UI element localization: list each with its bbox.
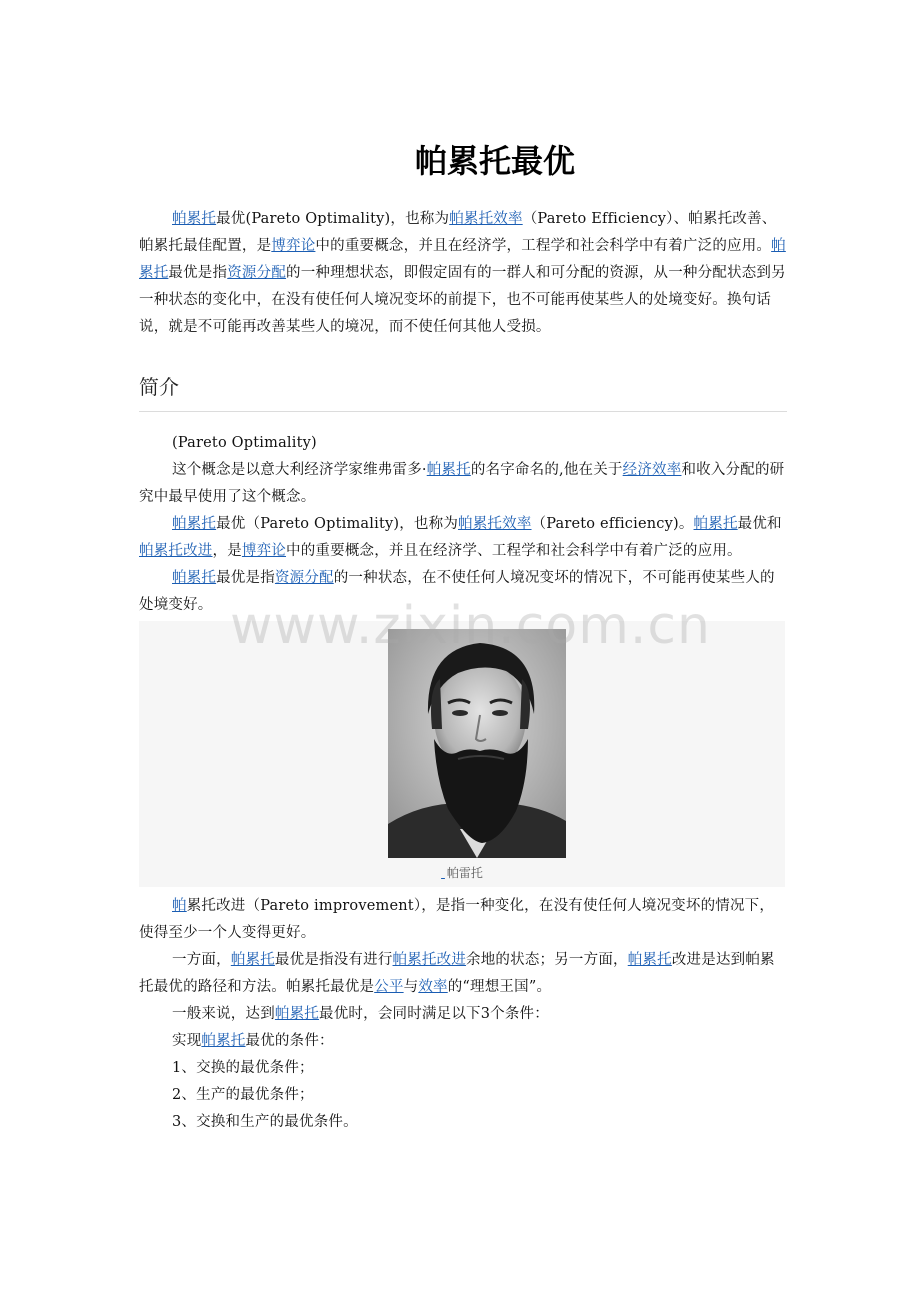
text: 余地的状态；另一方面， [466, 952, 628, 968]
link-pareto[interactable]: 帕累托 [172, 516, 217, 532]
link-efficiency[interactable]: 效率 [418, 979, 448, 995]
paragraph-conditions-heading [139, 1028, 787, 1055]
paragraph-relation [139, 947, 787, 1001]
link-resource-allocation[interactable]: 资源分配 [227, 265, 287, 281]
caption-link-marker[interactable] [441, 866, 445, 880]
link-pareto-improvement[interactable]: 帕累托改进 [392, 952, 467, 968]
link-pareto-efficiency[interactable]: 帕累托效率 [458, 516, 532, 532]
paragraph-state [139, 565, 787, 619]
portrait-figure [139, 621, 785, 887]
link-pareto[interactable]: 帕累托 [172, 570, 217, 586]
text: 一般来说，达到 [172, 1006, 275, 1022]
link-pareto-short[interactable]: 帕 [172, 898, 187, 914]
list-item: 1、交换的最优条件； [172, 1060, 314, 1076]
link-pareto[interactable]: 帕累托 [201, 1033, 246, 1049]
text: 中的重要概念，并且在经济学、工程学和社会科学中有着广泛的应用。 [286, 543, 742, 559]
text: 的名字命名的,他在关于 [470, 462, 623, 478]
link-pareto[interactable]: 帕累托 [693, 516, 738, 532]
text: 最优（Pareto Optimality)，也称为 [216, 516, 459, 532]
text: 与 [403, 979, 419, 995]
document-body [139, 206, 787, 1136]
pareto-portrait-image [388, 629, 566, 858]
page-title: 帕累托最优 [414, 142, 575, 180]
link-pareto[interactable]: 帕累托 [274, 1006, 320, 1022]
link-game-theory[interactable]: 博弈论 [241, 543, 287, 559]
intro-paragraph [139, 206, 787, 341]
watermark: www.zixin.com.cn [230, 596, 711, 656]
text: 一方面， [172, 952, 231, 968]
text: （Pareto efficiency)。 [531, 516, 694, 532]
link-pareto-efficiency[interactable]: 帕累托效率 [449, 211, 523, 227]
link-fairness[interactable]: 公平 [374, 979, 404, 995]
text: 的一种状态，在不使任何人境况变坏的情况下，不可能再使某些人的处境变好。 [139, 570, 775, 613]
text: ，是 [212, 543, 242, 559]
text: 最优是指没有进行 [274, 952, 393, 968]
paragraph-paren: (Pareto Optimality) [172, 435, 317, 451]
paragraph-definition [139, 511, 787, 565]
text: 最优(Pareto Optimality)，也称为 [216, 211, 450, 227]
paragraph-improvement [139, 893, 787, 947]
text: 最优的条件： [245, 1033, 334, 1049]
text: 最优是指 [216, 570, 275, 586]
text: 最优和 [737, 516, 782, 532]
text: 最优是指 [168, 265, 228, 281]
link-pareto[interactable]: 帕累托 [426, 462, 471, 478]
link-game-theory[interactable]: 博弈论 [271, 238, 316, 254]
text: 的“理想王国”。 [447, 979, 552, 995]
link-pareto[interactable]: 帕累托 [172, 211, 217, 227]
list-item: 2、生产的最优条件； [172, 1087, 314, 1103]
text: 改进是达到帕累托最优的路径和方法。帕累托最优是 [139, 952, 775, 995]
text: 和收入分配的研究中最早使用了这个概念。 [139, 462, 785, 505]
paragraph-conditions-intro [139, 1001, 787, 1028]
link-pareto[interactable]: 帕累托 [139, 238, 786, 281]
link-pareto[interactable]: 帕累托 [627, 952, 672, 968]
list-item: 3、交换和生产的最优条件。 [172, 1114, 358, 1130]
section-heading-intro: 简介 [139, 367, 787, 412]
link-economic-efficiency[interactable]: 经济效率 [622, 462, 682, 478]
text: 累托改进（Pareto improvement），是指一种变化，在没有使任何人境况变坏的情况下，使得至少一个人变得更好。 [139, 898, 775, 941]
paragraph-origin [139, 457, 787, 511]
text: 的一种理想状态，即假定固有的一群人和可分配的资源，从一种分配状态到另一种状态的变化中，在没有使任何人境况变坏的前提下，也不可能再使某些人的处境变好。换句话说，就是不可能再改善某些人的境况，而不使任何其他人受损。 [139, 265, 786, 335]
text: 最优时，会同时满足以下3个条件： [319, 1006, 549, 1022]
link-pareto[interactable]: 帕累托 [230, 952, 275, 968]
text: 中的重要概念，并且在经济学，工程学和社会科学中有着广泛的应用。 [315, 238, 772, 254]
figure-caption-text: 帕雷托 [446, 866, 483, 880]
figure-caption [139, 864, 785, 881]
text: 这个概念是以意大利经济学家维弗雷多· [172, 462, 427, 478]
link-pareto-improvement[interactable]: 帕累托改进 [139, 543, 213, 559]
text: 实现 [172, 1033, 202, 1049]
link-resource-allocation[interactable]: 资源分配 [274, 570, 334, 586]
text: （Pareto Efficiency）、帕累托改善、帕累托最佳配置，是 [139, 211, 777, 254]
